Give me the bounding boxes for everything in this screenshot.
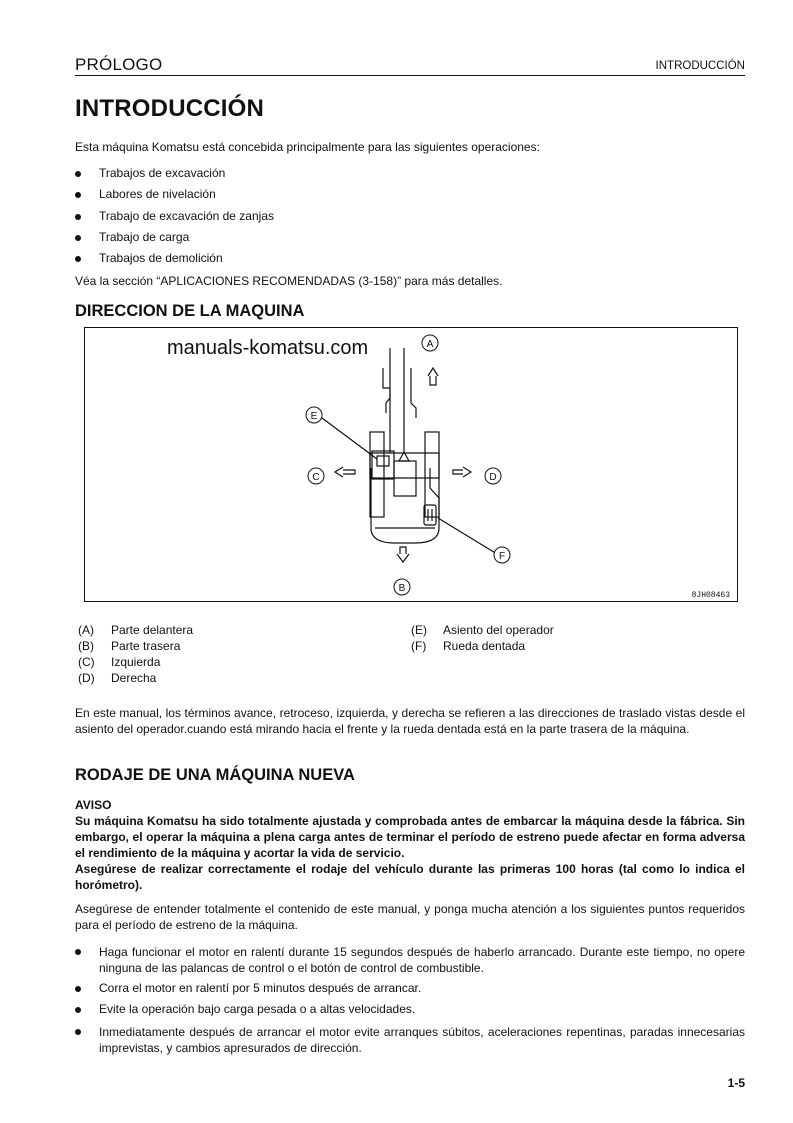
- list-item-text: Labores de nivelación: [99, 187, 216, 201]
- bullet-icon: [75, 1007, 81, 1013]
- see-more-text: Véa la sección “APLICACIONES RECOMENDADAS (3-158)” para más detalles.: [75, 274, 503, 288]
- legend-key: (D): [78, 671, 95, 685]
- marker-f-label: F: [498, 551, 506, 562]
- legend-item: [411, 623, 711, 637]
- bullet-icon: [75, 986, 81, 992]
- arm-link: [411, 368, 416, 418]
- marker-c-label: C: [312, 472, 320, 483]
- list-item-text: Trabajos de excavación: [99, 166, 226, 180]
- leader-line-e: [318, 415, 377, 459]
- operator-seat: [377, 456, 389, 466]
- legend-key: (E): [411, 623, 427, 637]
- notice-label: AVISO: [75, 798, 112, 812]
- sprocket-detail: [428, 509, 432, 521]
- cab: [372, 451, 394, 479]
- legend-label: Asiento del operador: [443, 623, 554, 637]
- legend-label: Parte trasera: [111, 639, 181, 653]
- header-chapter-title: INTRODUCCIÓN: [655, 60, 745, 72]
- notice-text: Asegúrese de realizar correctamente el rodaje del vehículo durante las primeras 100 horas (tal como lo indica el horómetro).: [75, 862, 745, 892]
- legend-key: (C): [78, 655, 95, 669]
- machine-direction-figure: [84, 327, 738, 602]
- direction-explanation: En este manual, los términos avance, retroceso, izquierda, y derecha se refieren a las direcciones de traslado vistas desde el asiento del operador.cuando está mirando hacia el frente y la rueda dentada está en la parte trasera de la máquina.: [75, 706, 745, 736]
- header-rule: [75, 75, 745, 76]
- legend-item: [78, 671, 378, 685]
- bullet-icon: [75, 949, 81, 955]
- leader-line-f: [438, 518, 497, 554]
- legend-key: (A): [78, 623, 94, 637]
- list-item-text: Trabajos de demolición: [99, 251, 223, 265]
- bullet-icon: [75, 214, 81, 220]
- arrow-up-icon: [428, 368, 438, 385]
- page-title: INTRODUCCIÓN: [75, 95, 265, 122]
- legend-item: [78, 655, 378, 669]
- list-item-text: Trabajo de excavación de zanjas: [99, 209, 274, 223]
- legend-key: (B): [78, 639, 94, 653]
- list-item-text: Corra el motor en ralentí por 5 minutos después de arrancar.: [99, 981, 422, 995]
- list-item-text: Evite la operación bajo carga pesada o a altas velocidades.: [99, 1002, 416, 1016]
- figure-code: 8JH08463: [691, 591, 730, 600]
- breakin-paragraph: Asegúrese de entender totalmente el contenido de este manual, y ponga mucha atención a los siguientes puntos requeridos para el período de estreno de la máquina.: [75, 902, 745, 932]
- watermark-text: manuals-komatsu.com: [167, 337, 369, 359]
- breakin-heading: RODAJE DE UNA MÁQUINA NUEVA: [75, 766, 355, 784]
- sprocket: [424, 505, 436, 525]
- bucket-link: [383, 368, 390, 388]
- bullet-icon: [75, 1029, 81, 1035]
- legend-item: [411, 639, 711, 653]
- list-item-text: Inmediatamente después de arrancar el motor evite arranques súbitos, aceleraciones repentinas, paradas innecesarias imprevistas, y cambios apresurados de dirección.: [99, 1025, 745, 1055]
- marker-b-label: B: [398, 583, 406, 594]
- page-number: 1-5: [727, 1076, 745, 1090]
- arrow-right-icon: [453, 467, 471, 477]
- arrow-left-icon: [335, 467, 355, 477]
- excavator-diagram: [85, 328, 737, 601]
- legend-label: Rueda dentada: [443, 639, 526, 653]
- bullet-icon: [75, 256, 81, 262]
- legend-key: (F): [411, 639, 427, 653]
- notice-text: Su máquina Komatsu ha sido totalmente ajustada y comprobada antes de embarcar la máquina desde la fábrica. Sin embargo, el operar la máquina a plena carga antes de terminar el período de estreno puede afectar en forma adversa el rendimiento de la máquina y acortar la vida de servicio.: [75, 814, 745, 860]
- bullet-icon: [75, 235, 81, 241]
- arrow-down-icon: [397, 547, 409, 562]
- legend-label: Parte delantera: [111, 623, 194, 637]
- bullet-icon: [75, 192, 81, 198]
- direction-heading: DIRECCION DE LA MAQUINA: [75, 302, 305, 320]
- intro-paragraph: Esta máquina Komatsu está concebida principalmente para las siguientes operaciones:: [75, 140, 540, 154]
- legend-item: [78, 623, 378, 637]
- list-item-text: Trabajo de carga: [99, 230, 190, 244]
- marker-e-label: E: [310, 411, 318, 422]
- header-section-title: PRÓLOGO: [75, 55, 163, 74]
- marker-a-label: A: [426, 339, 434, 350]
- legend-label: Derecha: [111, 671, 157, 685]
- right-track: [425, 432, 439, 517]
- list-item-text: Haga funcionar el motor en ralentí durante 15 segundos después de haberlo arrancado. Durante este tiempo, no opere ninguna de las palancas de control o el botón de control de combustible.: [99, 945, 745, 975]
- bullet-icon: [75, 171, 81, 177]
- legend-label: Izquierda: [111, 655, 161, 669]
- marker-d-label: D: [489, 472, 497, 483]
- legend-item: [78, 639, 378, 653]
